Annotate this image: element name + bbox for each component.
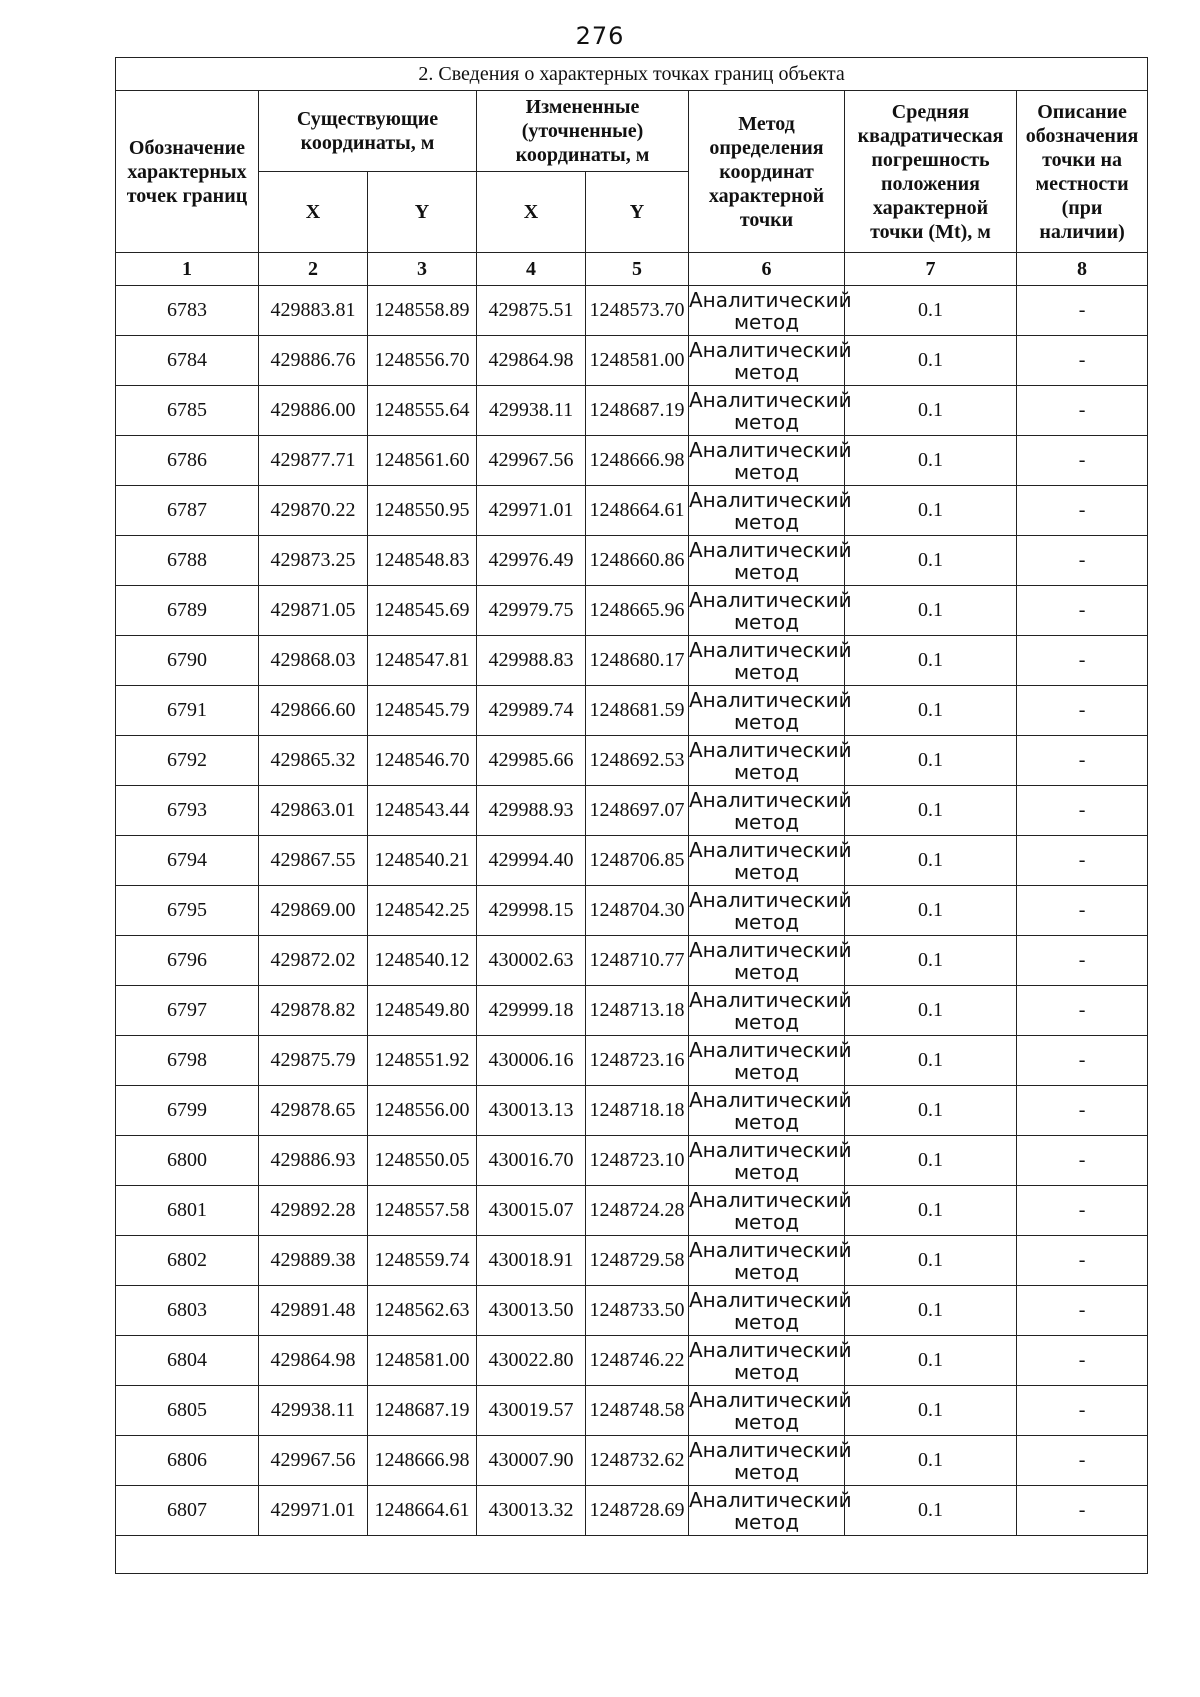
existing-y-cell: 1248542.25 bbox=[368, 886, 477, 936]
changed-x-cell: 429967.56 bbox=[477, 436, 586, 486]
empty-footer-cell bbox=[116, 1536, 1148, 1574]
table-row bbox=[116, 636, 1148, 686]
changed-x-cell: 430015.07 bbox=[477, 1186, 586, 1236]
description-cell: - bbox=[1017, 1486, 1148, 1536]
column-number: 4 bbox=[477, 253, 586, 286]
boundary-points-table bbox=[115, 57, 1148, 1574]
mean-error-cell: 0.1 bbox=[845, 786, 1017, 836]
changed-x-cell: 430007.90 bbox=[477, 1436, 586, 1486]
existing-x-cell: 429971.01 bbox=[259, 1486, 368, 1536]
description-cell: - bbox=[1017, 786, 1148, 836]
changed-y-cell: 1248665.96 bbox=[586, 586, 689, 636]
point-cell: 6803 bbox=[116, 1286, 259, 1336]
point-cell: 6788 bbox=[116, 536, 259, 586]
changed-y-cell: 1248697.07 bbox=[586, 786, 689, 836]
point-cell: 6792 bbox=[116, 736, 259, 786]
table-footer-row bbox=[116, 1536, 1148, 1574]
mean-error-cell: 0.1 bbox=[845, 686, 1017, 736]
existing-x-cell: 429873.25 bbox=[259, 536, 368, 586]
existing-x-cell: 429875.79 bbox=[259, 1036, 368, 1086]
changed-x-cell: 429875.51 bbox=[477, 286, 586, 336]
method-cell: Аналитический метод bbox=[689, 1487, 852, 1534]
point-cell: 6785 bbox=[116, 386, 259, 436]
point-cell: 6787 bbox=[116, 486, 259, 536]
existing-y-cell: 1248561.60 bbox=[368, 436, 477, 486]
description-cell: - bbox=[1017, 436, 1148, 486]
method-cell: Аналитический метод bbox=[689, 1387, 852, 1434]
changed-x-cell: 429976.49 bbox=[477, 536, 586, 586]
changed-y-cell: 1248680.17 bbox=[586, 636, 689, 686]
mean-error-cell: 0.1 bbox=[845, 1186, 1017, 1236]
point-cell: 6796 bbox=[116, 936, 259, 986]
column-number: 8 bbox=[1017, 253, 1148, 286]
table-row bbox=[116, 1486, 1148, 1536]
mean-error-cell: 0.1 bbox=[845, 436, 1017, 486]
description-cell: - bbox=[1017, 486, 1148, 536]
existing-y-cell: 1248666.98 bbox=[368, 1436, 477, 1486]
description-cell: - bbox=[1017, 1036, 1148, 1086]
point-cell: 6793 bbox=[116, 786, 259, 836]
table-caption: 2. Сведения о характерных точках границ объекта bbox=[116, 58, 1148, 91]
point-cell: 6800 bbox=[116, 1136, 259, 1186]
mean-error-cell: 0.1 bbox=[845, 386, 1017, 436]
description-cell: - bbox=[1017, 586, 1148, 636]
changed-x-cell: 430019.57 bbox=[477, 1386, 586, 1436]
description-cell: - bbox=[1017, 686, 1148, 736]
mean-error-cell: 0.1 bbox=[845, 736, 1017, 786]
mean-error-cell: 0.1 bbox=[845, 1486, 1017, 1536]
existing-x-cell: 429866.60 bbox=[259, 686, 368, 736]
existing-y-cell: 1248545.79 bbox=[368, 686, 477, 736]
table-row bbox=[116, 1286, 1148, 1336]
existing-y-cell: 1248664.61 bbox=[368, 1486, 477, 1536]
changed-y-cell: 1248724.28 bbox=[586, 1186, 689, 1236]
changed-y-cell: 1248733.50 bbox=[586, 1286, 689, 1336]
point-cell: 6794 bbox=[116, 836, 259, 886]
mean-error-cell: 0.1 bbox=[845, 336, 1017, 386]
description-cell: - bbox=[1017, 286, 1148, 336]
changed-y-cell: 1248692.53 bbox=[586, 736, 689, 786]
changed-y-cell: 1248732.62 bbox=[586, 1436, 689, 1486]
changed-x-cell: 429938.11 bbox=[477, 386, 586, 436]
method-cell: Аналитический метод bbox=[689, 1187, 852, 1234]
existing-x-cell: 429870.22 bbox=[259, 486, 368, 536]
changed-x-cell: 429994.40 bbox=[477, 836, 586, 886]
mean-error-cell: 0.1 bbox=[845, 986, 1017, 1036]
existing-x-cell: 429886.76 bbox=[259, 336, 368, 386]
changed-x-cell: 429985.66 bbox=[477, 736, 586, 786]
changed-x-cell: 429864.98 bbox=[477, 336, 586, 386]
existing-x-cell: 429891.48 bbox=[259, 1286, 368, 1336]
method-cell: Аналитический метод bbox=[689, 737, 852, 784]
existing-y-cell: 1248556.70 bbox=[368, 336, 477, 386]
existing-x-cell: 429877.71 bbox=[259, 436, 368, 486]
table-row bbox=[116, 736, 1148, 786]
changed-x-cell: 430002.63 bbox=[477, 936, 586, 986]
method-cell: Аналитический метод bbox=[689, 987, 852, 1034]
mean-error-cell: 0.1 bbox=[845, 1386, 1017, 1436]
method-cell: Аналитический метод bbox=[689, 587, 852, 634]
table-row bbox=[116, 786, 1148, 836]
description-cell: - bbox=[1017, 386, 1148, 436]
existing-y-cell: 1248549.80 bbox=[368, 986, 477, 1036]
mean-error-cell: 0.1 bbox=[845, 1036, 1017, 1086]
existing-x-cell: 429967.56 bbox=[259, 1436, 368, 1486]
column-number: 7 bbox=[845, 253, 1017, 286]
mean-error-cell: 0.1 bbox=[845, 1336, 1017, 1386]
header-description: Описание обозначения точки на местности (при наличии) bbox=[1017, 91, 1148, 253]
mean-error-cell: 0.1 bbox=[845, 1436, 1017, 1486]
column-number: 3 bbox=[368, 253, 477, 286]
description-cell: - bbox=[1017, 1236, 1148, 1286]
point-cell: 6784 bbox=[116, 336, 259, 386]
table-row bbox=[116, 386, 1148, 436]
changed-x-cell: 430022.80 bbox=[477, 1336, 586, 1386]
description-cell: - bbox=[1017, 836, 1148, 886]
changed-y-cell: 1248666.98 bbox=[586, 436, 689, 486]
table-row bbox=[116, 586, 1148, 636]
point-cell: 6790 bbox=[116, 636, 259, 686]
changed-y-cell: 1248581.00 bbox=[586, 336, 689, 386]
existing-y-cell: 1248546.70 bbox=[368, 736, 477, 786]
existing-x-cell: 429872.02 bbox=[259, 936, 368, 986]
table-row bbox=[116, 336, 1148, 386]
changed-y-cell: 1248706.85 bbox=[586, 836, 689, 886]
point-cell: 6786 bbox=[116, 436, 259, 486]
existing-y-cell: 1248540.21 bbox=[368, 836, 477, 886]
changed-x-cell: 429998.15 bbox=[477, 886, 586, 936]
existing-x-cell: 429871.05 bbox=[259, 586, 368, 636]
existing-y-cell: 1248555.64 bbox=[368, 386, 477, 436]
header-changed-y: Y bbox=[586, 172, 689, 253]
description-cell: - bbox=[1017, 986, 1148, 1036]
method-cell: Аналитический метод bbox=[689, 1037, 852, 1084]
mean-error-cell: 0.1 bbox=[845, 1136, 1017, 1186]
header-existing-y: Y bbox=[368, 172, 477, 253]
point-cell: 6807 bbox=[116, 1486, 259, 1536]
description-cell: - bbox=[1017, 1386, 1148, 1436]
table-row bbox=[116, 1236, 1148, 1286]
existing-y-cell: 1248548.83 bbox=[368, 536, 477, 586]
header-mean-error: Средняя квадратическая погрешность положения характерной точки (Mt), м bbox=[845, 91, 1017, 253]
header-changed-coordinates: Измененные (уточненные) координаты, м bbox=[477, 91, 689, 172]
point-cell: 6797 bbox=[116, 986, 259, 1036]
changed-x-cell: 429988.83 bbox=[477, 636, 586, 686]
description-cell: - bbox=[1017, 1286, 1148, 1336]
existing-x-cell: 429886.00 bbox=[259, 386, 368, 436]
point-cell: 6795 bbox=[116, 886, 259, 936]
description-cell: - bbox=[1017, 1436, 1148, 1486]
mean-error-cell: 0.1 bbox=[845, 286, 1017, 336]
point-cell: 6801 bbox=[116, 1186, 259, 1236]
changed-y-cell: 1248687.19 bbox=[586, 386, 689, 436]
method-cell: Аналитический метод bbox=[689, 1437, 852, 1484]
mean-error-cell: 0.1 bbox=[845, 836, 1017, 886]
changed-x-cell: 430013.13 bbox=[477, 1086, 586, 1136]
existing-x-cell: 429938.11 bbox=[259, 1386, 368, 1436]
point-cell: 6791 bbox=[116, 686, 259, 736]
changed-x-cell: 429989.74 bbox=[477, 686, 586, 736]
method-cell: Аналитический метод bbox=[689, 687, 852, 734]
existing-y-cell: 1248557.58 bbox=[368, 1186, 477, 1236]
table-row bbox=[116, 1186, 1148, 1236]
point-cell: 6806 bbox=[116, 1436, 259, 1486]
changed-x-cell: 430018.91 bbox=[477, 1236, 586, 1286]
existing-y-cell: 1248581.00 bbox=[368, 1336, 477, 1386]
changed-x-cell: 429988.93 bbox=[477, 786, 586, 836]
mean-error-cell: 0.1 bbox=[845, 1236, 1017, 1286]
existing-x-cell: 429889.38 bbox=[259, 1236, 368, 1286]
method-cell: Аналитический метод bbox=[689, 437, 852, 484]
changed-y-cell: 1248718.18 bbox=[586, 1086, 689, 1136]
existing-y-cell: 1248562.63 bbox=[368, 1286, 477, 1336]
point-cell: 6799 bbox=[116, 1086, 259, 1136]
description-cell: - bbox=[1017, 1336, 1148, 1386]
changed-y-cell: 1248660.86 bbox=[586, 536, 689, 586]
existing-y-cell: 1248559.74 bbox=[368, 1236, 477, 1286]
existing-y-cell: 1248687.19 bbox=[368, 1386, 477, 1436]
point-cell: 6802 bbox=[116, 1236, 259, 1286]
changed-y-cell: 1248664.61 bbox=[586, 486, 689, 536]
existing-x-cell: 429883.81 bbox=[259, 286, 368, 336]
existing-x-cell: 429865.32 bbox=[259, 736, 368, 786]
changed-y-cell: 1248710.77 bbox=[586, 936, 689, 986]
description-cell: - bbox=[1017, 1136, 1148, 1186]
table-row bbox=[116, 686, 1148, 736]
existing-y-cell: 1248556.00 bbox=[368, 1086, 477, 1136]
existing-x-cell: 429864.98 bbox=[259, 1336, 368, 1386]
changed-x-cell: 429979.75 bbox=[477, 586, 586, 636]
existing-y-cell: 1248545.69 bbox=[368, 586, 477, 636]
point-cell: 6783 bbox=[116, 286, 259, 336]
existing-x-cell: 429867.55 bbox=[259, 836, 368, 886]
description-cell: - bbox=[1017, 1086, 1148, 1136]
mean-error-cell: 0.1 bbox=[845, 486, 1017, 536]
header-existing-coordinates: Существующие координаты, м bbox=[259, 91, 477, 172]
table-row bbox=[116, 1336, 1148, 1386]
table-row bbox=[116, 886, 1148, 936]
changed-x-cell: 430013.32 bbox=[477, 1486, 586, 1536]
table-row bbox=[116, 486, 1148, 536]
changed-y-cell: 1248728.69 bbox=[586, 1486, 689, 1536]
method-cell: Аналитический метод bbox=[689, 837, 852, 884]
existing-x-cell: 429878.82 bbox=[259, 986, 368, 1036]
table-row bbox=[116, 1386, 1148, 1436]
mean-error-cell: 0.1 bbox=[845, 886, 1017, 936]
table-row bbox=[116, 986, 1148, 1036]
description-cell: - bbox=[1017, 886, 1148, 936]
changed-y-cell: 1248713.18 bbox=[586, 986, 689, 1036]
table-row bbox=[116, 1436, 1148, 1486]
changed-x-cell: 430013.50 bbox=[477, 1286, 586, 1336]
existing-y-cell: 1248551.92 bbox=[368, 1036, 477, 1086]
column-number: 6 bbox=[689, 253, 845, 286]
changed-x-cell: 430006.16 bbox=[477, 1036, 586, 1086]
method-cell: Аналитический метод bbox=[689, 1237, 852, 1284]
changed-y-cell: 1248704.30 bbox=[586, 886, 689, 936]
changed-y-cell: 1248681.59 bbox=[586, 686, 689, 736]
changed-y-cell: 1248723.16 bbox=[586, 1036, 689, 1086]
changed-y-cell: 1248573.70 bbox=[586, 286, 689, 336]
description-cell: - bbox=[1017, 736, 1148, 786]
table-row bbox=[116, 1136, 1148, 1186]
table-row bbox=[116, 1036, 1148, 1086]
existing-y-cell: 1248540.12 bbox=[368, 936, 477, 986]
existing-x-cell: 429868.03 bbox=[259, 636, 368, 686]
page-number: 276 bbox=[575, 22, 625, 50]
table-row bbox=[116, 936, 1148, 986]
header-existing-x: X bbox=[259, 172, 368, 253]
method-cell: Аналитический метод bbox=[689, 787, 852, 834]
method-cell: Аналитический метод bbox=[689, 287, 852, 334]
table-body bbox=[116, 286, 1148, 1536]
existing-x-cell: 429886.93 bbox=[259, 1136, 368, 1186]
existing-y-cell: 1248547.81 bbox=[368, 636, 477, 686]
column-number: 1 bbox=[116, 253, 259, 286]
column-number-row bbox=[116, 253, 1148, 286]
changed-y-cell: 1248729.58 bbox=[586, 1236, 689, 1286]
mean-error-cell: 0.1 bbox=[845, 936, 1017, 986]
method-cell: Аналитический метод bbox=[689, 337, 852, 384]
existing-x-cell: 429869.00 bbox=[259, 886, 368, 936]
method-cell: Аналитический метод bbox=[689, 537, 852, 584]
existing-y-cell: 1248558.89 bbox=[368, 286, 477, 336]
column-number: 5 bbox=[586, 253, 689, 286]
changed-y-cell: 1248723.10 bbox=[586, 1136, 689, 1186]
existing-y-cell: 1248550.05 bbox=[368, 1136, 477, 1186]
mean-error-cell: 0.1 bbox=[845, 536, 1017, 586]
existing-x-cell: 429863.01 bbox=[259, 786, 368, 836]
point-cell: 6804 bbox=[116, 1336, 259, 1386]
description-cell: - bbox=[1017, 536, 1148, 586]
description-cell: - bbox=[1017, 1186, 1148, 1236]
changed-x-cell: 430016.70 bbox=[477, 1136, 586, 1186]
table-row bbox=[116, 836, 1148, 886]
existing-x-cell: 429878.65 bbox=[259, 1086, 368, 1136]
existing-y-cell: 1248543.44 bbox=[368, 786, 477, 836]
table-row bbox=[116, 436, 1148, 486]
point-cell: 6798 bbox=[116, 1036, 259, 1086]
mean-error-cell: 0.1 bbox=[845, 1286, 1017, 1336]
description-cell: - bbox=[1017, 336, 1148, 386]
changed-y-cell: 1248748.58 bbox=[586, 1386, 689, 1436]
column-number: 2 bbox=[259, 253, 368, 286]
point-cell: 6805 bbox=[116, 1386, 259, 1436]
method-cell: Аналитический метод bbox=[689, 1287, 852, 1334]
table-row bbox=[116, 536, 1148, 586]
point-cell: 6789 bbox=[116, 586, 259, 636]
existing-y-cell: 1248550.95 bbox=[368, 486, 477, 536]
method-cell: Аналитический метод bbox=[689, 937, 852, 984]
table-row bbox=[116, 286, 1148, 336]
table-row bbox=[116, 1086, 1148, 1136]
method-cell: Аналитический метод bbox=[689, 487, 852, 534]
mean-error-cell: 0.1 bbox=[845, 1086, 1017, 1136]
description-cell: - bbox=[1017, 636, 1148, 686]
changed-x-cell: 429971.01 bbox=[477, 486, 586, 536]
changed-x-cell: 429999.18 bbox=[477, 986, 586, 1036]
description-cell: - bbox=[1017, 936, 1148, 986]
method-cell: Аналитический метод bbox=[689, 887, 852, 934]
method-cell: Аналитический метод bbox=[689, 1087, 852, 1134]
changed-y-cell: 1248746.22 bbox=[586, 1336, 689, 1386]
method-cell: Аналитический метод bbox=[689, 1137, 852, 1184]
method-cell: Аналитический метод bbox=[689, 637, 852, 684]
mean-error-cell: 0.1 bbox=[845, 586, 1017, 636]
method-cell: Аналитический метод bbox=[689, 1337, 852, 1384]
method-cell: Аналитический метод bbox=[689, 387, 852, 434]
header-method: Метод определения координат характерной точки bbox=[689, 91, 845, 253]
mean-error-cell: 0.1 bbox=[845, 636, 1017, 686]
header-changed-x: X bbox=[477, 172, 586, 253]
header-point-designation: Обозначение характерных точек границ bbox=[116, 91, 259, 253]
existing-x-cell: 429892.28 bbox=[259, 1186, 368, 1236]
